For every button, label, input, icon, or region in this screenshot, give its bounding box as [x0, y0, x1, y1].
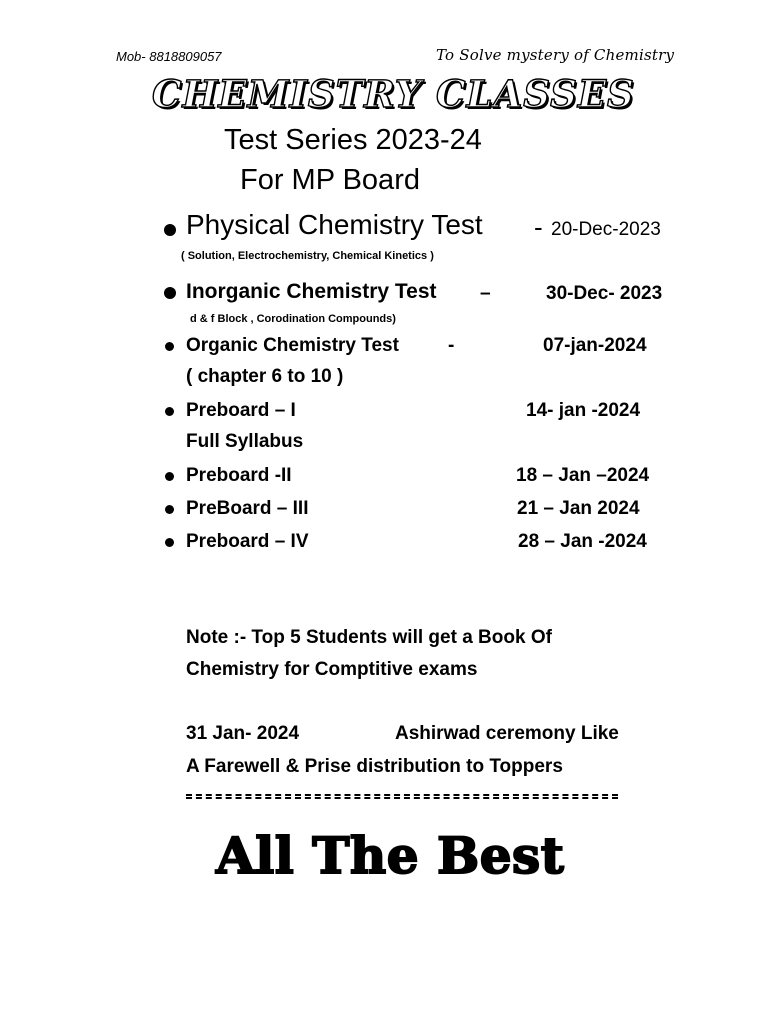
test-date-preboard-3: 21 – Jan 2024 — [517, 498, 640, 519]
bullet-icon — [164, 224, 176, 236]
test-name-preboard-4: Preboard – IV — [186, 531, 309, 552]
test-date-physical: 20-Dec-2023 — [551, 219, 661, 240]
test-name-preboard-3: PreBoard – III — [186, 498, 309, 519]
test-name-preboard-2: Preboard -II — [186, 465, 292, 486]
test-name-physical: Physical Chemistry Test — [186, 209, 483, 240]
test-name-preboard-1: Preboard – I — [186, 400, 296, 421]
test-topics-organic: ( chapter 6 to 10 ) — [186, 366, 344, 387]
tagline: To Solve mystery of Chemistry — [436, 46, 675, 64]
mobile-number: Mob- 8818809057 — [116, 49, 222, 64]
test-topics-physical: ( Solution, Electrochemistry, Chemical Kinetics ) — [181, 250, 434, 262]
test-name-inorganic: Inorganic Chemistry Test — [186, 280, 437, 303]
bullet-icon — [165, 472, 174, 481]
note-line-1: Note :- Top 5 Students will get a Book Of — [186, 627, 552, 648]
test-date-preboard-2: 18 – Jan –2024 — [516, 465, 650, 486]
test-series-heading: Test Series 2023-24 — [224, 124, 482, 156]
board-heading: For MP Board — [240, 164, 420, 196]
test-date-organic: 07-jan-2024 — [543, 335, 647, 356]
test-date-inorganic: 30-Dec- 2023 — [546, 283, 663, 304]
event-line-1: Ashirwad ceremony Like — [395, 723, 619, 744]
page-title: CHEMISTRY CLASSES — [152, 72, 635, 116]
test-topics-inorganic: d & f Block , Corodination Compounds) — [190, 313, 396, 325]
note-line-2: Chemistry for Comptitive exams — [186, 659, 478, 680]
divider — [186, 794, 618, 799]
test-topics-preboard-1: Full Syllabus — [186, 431, 304, 452]
test-date-preboard-1: 14- jan -2024 — [526, 400, 641, 421]
test-name-organic: Organic Chemistry Test — [186, 335, 399, 356]
event-date: 31 Jan- 2024 — [186, 723, 300, 744]
bullet-icon — [165, 538, 174, 547]
test-separator: - — [448, 335, 455, 356]
test-separator: - — [534, 212, 543, 242]
bullet-icon — [165, 505, 174, 514]
test-date-preboard-4: 28 – Jan -2024 — [518, 531, 647, 552]
bullet-icon — [164, 287, 176, 299]
closing-message: All The Best — [216, 826, 565, 885]
bullet-icon — [165, 407, 174, 416]
bullet-icon — [165, 342, 174, 351]
event-line-2: A Farewell & Prise distribution to Toppers — [186, 756, 563, 777]
test-separator: – — [480, 283, 491, 304]
